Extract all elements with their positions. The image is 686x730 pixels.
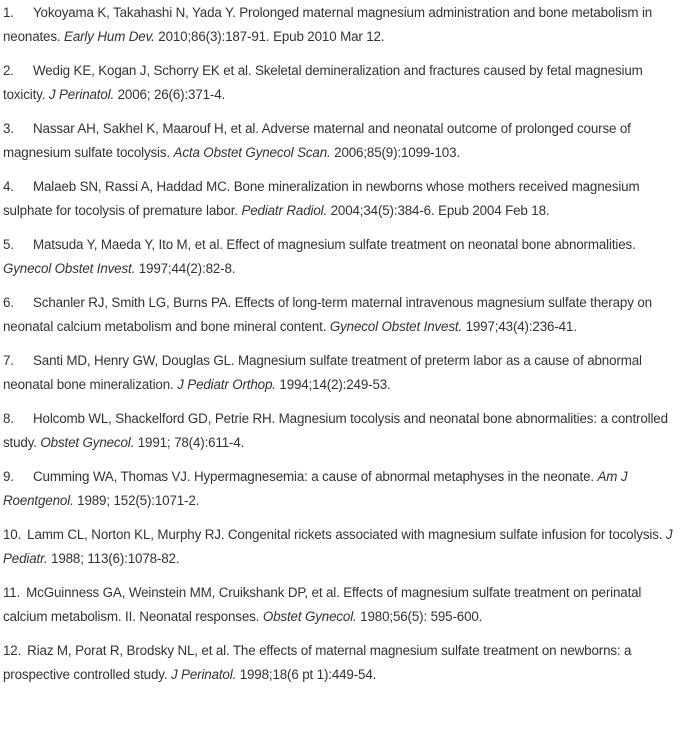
reference-item [3, 407, 683, 455]
journal-name: J Pediatr Orthop. [177, 377, 276, 392]
journal-name: Obstet Gynecol. [262, 609, 357, 624]
reference-number: 10. [3, 527, 22, 542]
reference-text: Wedig KE, Kogan J, Schorry EK et al. Skeletal demineralization and fractures caused by fetal magnesium toxicity. [3, 63, 643, 102]
reference-number: 4. [3, 179, 14, 194]
reference-text: Malaeb SN, Rassi A, Haddad MC. Bone mineralization in newborns whose mothers received magnesium sulphate for tocolysis of premature labor. [3, 179, 640, 218]
reference-item [3, 59, 683, 107]
journal-name: Gynecol Obstet Invest. [3, 261, 136, 276]
reference-number: 1. [3, 5, 14, 20]
reference-text: Santi MD, Henry GW, Douglas GL. Magnesium sulfate treatment of preterm labor as a cause of abnormal neonatal bone mineralization. [3, 353, 642, 392]
journal-name: J Pediatr. [3, 527, 673, 566]
reference-item [3, 349, 683, 397]
publication-details: 1997;44(2):82-8. [135, 261, 236, 276]
reference-number: 5. [3, 237, 14, 252]
reference-item [3, 581, 683, 629]
reference-item [3, 117, 683, 165]
reference-text: Cumming WA, Thomas VJ. Hypermagnesemia: a cause of abnormal metaphyses in the neonate. [33, 469, 598, 484]
reference-number: 8. [3, 411, 14, 426]
reference-text: Lamm CL, Norton KL, Murphy RJ. Congenital rickets associated with magnesium sulfate infusion for tocolysis. [27, 527, 666, 542]
reference-number: 3. [3, 121, 14, 136]
reference-number: 9. [3, 469, 14, 484]
reference-number: 2. [3, 63, 14, 78]
publication-details: 1997;43(4):236-41. [462, 319, 577, 334]
publication-details: 2006;85(9):1099-103. [330, 145, 460, 160]
reference-text: Schanler RJ, Smith LG, Burns PA. Effects of long-term maternal intravenous magnesium sulfate therapy on neonatal calcium metabolism and bone mineral content. [3, 295, 652, 334]
journal-name: J Perinatol. [170, 667, 237, 682]
journal-name: Early Hum Dev. [64, 29, 155, 44]
reference-number: 6. [3, 295, 14, 310]
journal-name: Gynecol Obstet Invest. [329, 319, 463, 334]
journal-name: Obstet Gynecol. [40, 435, 135, 450]
reference-item [3, 291, 683, 339]
publication-details: 1989; 152(5):1071-2. [73, 493, 200, 508]
reference-text: Nassar AH, Sakhel K, Maarouf H, et al. Adverse maternal and neonatal outcome of prolonged course of magnesium sulfate tocolysis. [3, 121, 631, 160]
journal-name: J Perinatol. [48, 87, 115, 102]
reference-number: 7. [3, 353, 14, 368]
reference-item [3, 639, 683, 687]
publication-details: 1994;14(2):249-53. [275, 377, 391, 392]
reference-text: Yokoyama K, Takahashi N, Yada Y. Prolonged maternal magnesium administration and bone metabolism in neonates. [3, 5, 653, 44]
reference-number: 11. [3, 585, 21, 600]
publication-details: 1998;18(6 pt 1):449-54. [236, 667, 377, 682]
reference-item [3, 523, 683, 571]
publication-details: 1991; 78(4):611-4. [134, 435, 245, 450]
journal-name: Pediatr Radiol. [241, 203, 328, 218]
journal-name: Am J Roentgenol. [3, 469, 628, 508]
journal-name: Acta Obstet Gynecol Scan. [173, 145, 331, 160]
reference-item [3, 1, 683, 49]
reference-text: Matsuda Y, Maeda Y, Ito M, et al. Effect of magnesium sulfate treatment on neonatal bone abnormalities. [33, 237, 636, 252]
publication-details: 1988; 113(6):1078-82. [47, 551, 180, 566]
publication-details: 2006; 26(6):371-4. [114, 87, 226, 102]
publication-details: 1980;56(5): 595-600. [356, 609, 483, 624]
reference-text: Riaz M, Porat R, Brodsky NL, et al. The effects of maternal magnesium sulfate treatment on newborns: a prospective controlled study. [3, 643, 632, 682]
reference-item [3, 465, 683, 513]
reference-item [3, 233, 683, 281]
reference-number: 12. [3, 643, 22, 658]
reference-text: McGuinness GA, Weinstein MM, Cruikshank DP, et al. Effects of magnesium sulfate treatment on perinatal calcium metabolism. II. Neonatal responses. [3, 585, 642, 624]
publication-details: 2004;34(5):384-6. Epub 2004 Feb 18. [327, 203, 550, 218]
reference-item [3, 175, 683, 223]
publication-details: 2010;86(3):187-91. Epub 2010 Mar 12. [154, 29, 385, 44]
reference-text: Holcomb WL, Shackelford GD, Petrie RH. Magnesium tocolysis and neonatal bone abnormalities: a controlled study. [3, 411, 668, 450]
